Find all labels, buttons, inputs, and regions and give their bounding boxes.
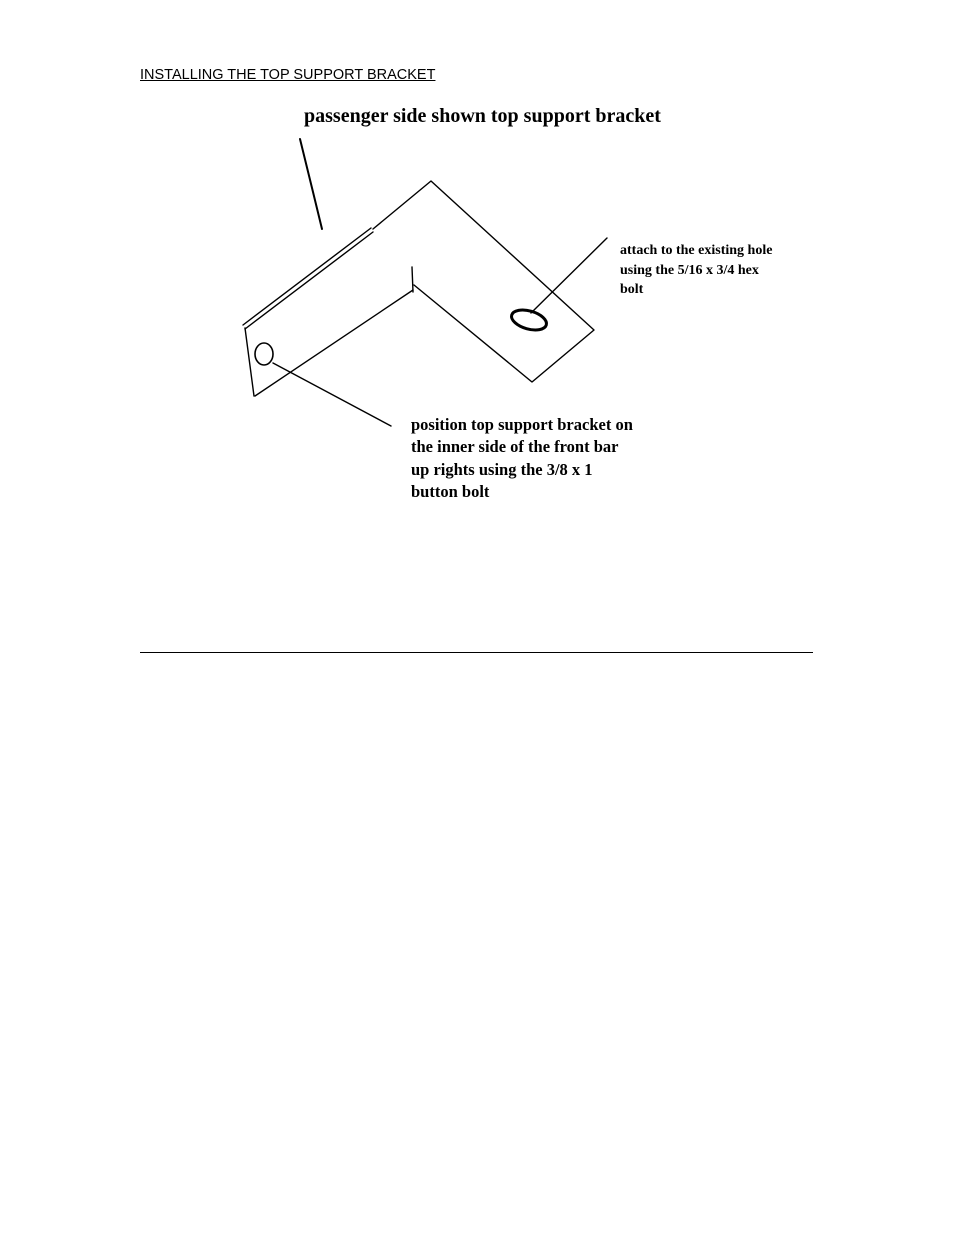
position-label-line: button bolt — [411, 481, 490, 501]
attach-leader-line — [531, 238, 607, 313]
horizontal-divider — [140, 652, 813, 653]
button-bolt-hole — [255, 343, 273, 365]
bracket-top-edge-inner — [245, 232, 373, 329]
attach-label-line: using the 5/16 x 3/4 hex — [620, 262, 759, 278]
bracket-end-face — [245, 328, 254, 396]
bracket-lower-edge — [255, 290, 413, 396]
position-label-line: position top support bracket on — [411, 415, 633, 434]
position-label — [411, 414, 633, 503]
bracket-top-edge — [243, 228, 371, 325]
bracket-plate-outline — [373, 181, 594, 382]
attach-label — [620, 241, 772, 300]
position-label-line: up rights using the 3/8 x 1 — [411, 459, 593, 479]
attach-label-line: bolt — [620, 282, 644, 297]
hex-bolt-hole — [509, 306, 549, 333]
page-heading: INSTALLING THE TOP SUPPORT BRACKET — [140, 67, 436, 83]
position-label-line: the inner side of the front bar — [411, 437, 619, 457]
attach-label-line: attach to the existing hole — [620, 243, 773, 258]
bracket-fold-line — [412, 267, 413, 292]
title-leader-line — [300, 139, 322, 229]
position-leader-line — [273, 363, 391, 426]
diagram-title-label: passenger side shown top support bracket — [304, 105, 661, 127]
